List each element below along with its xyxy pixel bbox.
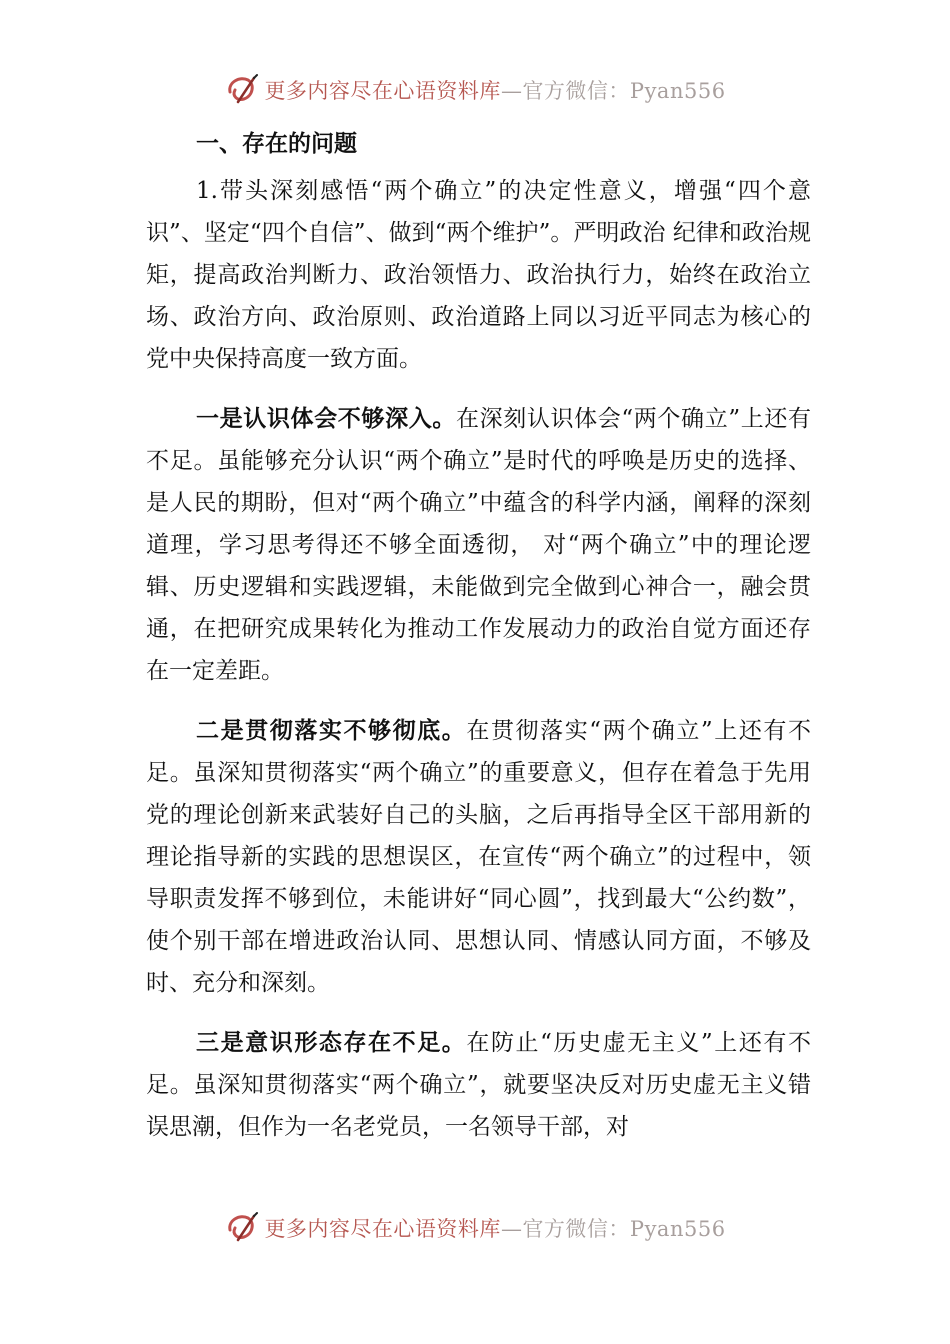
watermark-text bbox=[264, 1213, 725, 1243]
point-lead-1: 一是认识体会不够深入。 bbox=[196, 406, 456, 432]
point-body-2: 在贯彻落实“两个确立”上还有不足。虽深知贯彻落实“两个确立”的重要意义，但存在着急于先用党的理论创新来武装好自己的头脑，之后再指导全区干部用新的理论指导新的实践的思想误区，在宣传“两个确立”的过程中，领导职责发挥不够到位，未能讲好“同心圆”，找到最大“公约数”，使个别干部在增进政治认同、思想认同、情感认同方面，不够及时、充分和深刻。 bbox=[146, 718, 811, 996]
point-body-3: 在防止“历史虚无主义”上还有不足。虽深知贯彻落实“两个确立”，就要坚决反对历史虚无主义错误思潮，但作为一名老党员，一名领导干部，对 bbox=[146, 1030, 811, 1140]
watermark-wechat: —官方微信：Pyan556 bbox=[500, 1217, 726, 1241]
watermark-banner-bottom bbox=[0, 1208, 950, 1248]
pen-swirl-logo-icon bbox=[224, 1210, 260, 1246]
section-heading: 一、存在的问题 bbox=[196, 131, 357, 157]
point-lead-2: 二是贯彻落实不够彻底。 bbox=[196, 718, 467, 744]
watermark-wechat: —官方微信：Pyan556 bbox=[500, 79, 726, 103]
document-body bbox=[146, 128, 811, 1166]
item-1-paragraph: 1.带头深刻感悟“两个确立”的决定性意义，增强“四个意识”、坚定“四个自信”、做到“两个维护”。严明政治 纪律和政治规矩，提高政治判断力、政治领悟力、政治执行力，始终在政治立场、政治方向、政治原则、政治道路上同以习近平同志为核心的党中央保持高度一致方面。 bbox=[146, 178, 811, 372]
watermark-text bbox=[264, 75, 725, 105]
point-body-1: 在深刻认识体会“两个确立”上还有不足。虽能够充分认识“两个确立”是时代的呼唤是历史的选择、是人民的期盼，但对“两个确立”中蕴含的科学内涵，阐释的深刻道理，学习思考得还不够全面透彻， 对“两个确立”中的理论逻辑、历史逻辑和实践逻辑，未能做到完全做到心神合一，融会贯通，在把研究成果转化为推动工作发展动力的政治自觉方面还存在一定差距。 bbox=[146, 406, 811, 684]
watermark-brand: 更多内容尽在心语资料库 bbox=[264, 79, 501, 103]
point-paragraph-2 bbox=[146, 710, 811, 1004]
point-paragraph-1 bbox=[146, 398, 811, 692]
watermark-banner-top bbox=[0, 70, 950, 110]
pen-swirl-logo-icon bbox=[224, 72, 260, 108]
point-lead-3: 三是意识形态存在不足。 bbox=[196, 1030, 467, 1056]
point-paragraph-3 bbox=[146, 1022, 811, 1148]
watermark-brand: 更多内容尽在心语资料库 bbox=[264, 1217, 501, 1241]
